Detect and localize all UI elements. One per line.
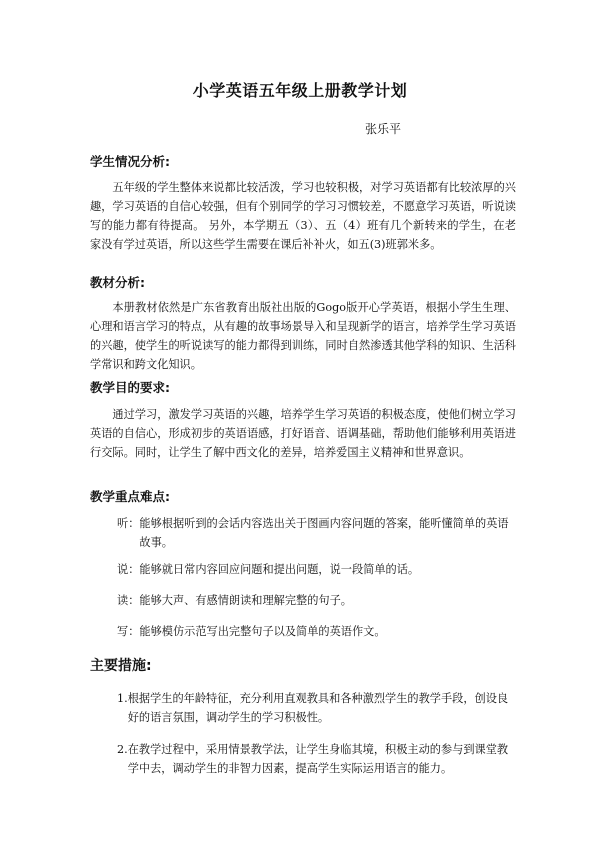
key-point-speaking — [117, 560, 517, 579]
key-point-writing — [117, 622, 517, 641]
key-point-label: 写： — [117, 625, 140, 638]
measure-item-1 — [117, 689, 517, 727]
measure-text: 根据学生的年龄特征，充分利用直观教具和各种激烈学生的教学手段，创设良好的语言氛围，调动学生的学习积极性。 — [127, 692, 509, 724]
textbook-analysis-paragraph: 本册教材依然是广东省教育出版社出版的Gogo版开心学英语，根据小学生生理、心理和语言学习的特点，从有趣的故事场景导入和呈现新学的语言，培养学生学习英语的兴趣，使学生的听说读写的能力都得到训练，同时自然渗透其他学科的知识、生活科学常识和跨文化知识。 — [90, 301, 516, 371]
key-point-reading — [117, 591, 517, 610]
student-analysis-heading: 学生情况分析: — [90, 154, 170, 169]
key-points-heading: 教学重点难点: — [90, 489, 170, 504]
key-point-label: 读： — [117, 594, 140, 607]
measure-number: 2. — [117, 743, 128, 756]
measures-heading: 主要措施: — [90, 658, 152, 674]
key-point-text: 能够模仿示范写出完整句子以及简单的英语作文。 — [139, 625, 386, 638]
textbook-analysis-heading: 教材分析: — [90, 275, 145, 290]
student-analysis-paragraph: 五年级的学生整体来说都比较活泼，学习也较积极，对学习英语都有比较浓厚的兴趣，学习英语的自信心较强，但有个别同学的学习习惯较差，不愿意学习英语，听说读写的能力都有待提高。 另外，本学期五（3）、五（4）班有几个新转来的学生，在老家没有学过英语，所以这些学生需要在课后补补火，如五(3)班郭米多。 — [90, 181, 516, 251]
measure-number: 1. — [117, 692, 128, 705]
key-point-label: 听： — [117, 517, 140, 530]
author-name: 张乐平 — [365, 122, 402, 136]
key-point-listening — [117, 514, 517, 552]
key-point-text: 能够就日常内容回应问题和提出问题，说一段简单的话。 — [139, 563, 420, 576]
key-point-text: 能够大声、有感情朗读和理解完整的句子。 — [139, 594, 352, 607]
teaching-goals-heading: 教学目的要求: — [90, 380, 170, 395]
document-title: 小学英语五年级上册教学计划 — [192, 81, 408, 100]
teaching-goals-paragraph: 通过学习，激发学习英语的兴趣，培养学生学习英语的积极态度，使他们树立学习英语的自信心，形成初步的英语语感，打好语音、语调基础，帮助他们能够利用英语进行交际。同时，让学生了解中西文化的差异，培养爱国主义精神和世界意识。 — [90, 408, 516, 459]
measure-text: 在教学过程中，采用情景教学法，让学生身临其境，积极主动的参与到课堂教学中去，调动学生的非智力因素，提高学生实际运用语言的能力。 — [127, 743, 509, 775]
key-point-text: 能够根据听到的会话内容选出关于图画内容问题的答案，能听懂简单的英语故事。 — [139, 517, 509, 549]
measure-item-2 — [117, 740, 517, 778]
key-point-label: 说： — [117, 563, 140, 576]
